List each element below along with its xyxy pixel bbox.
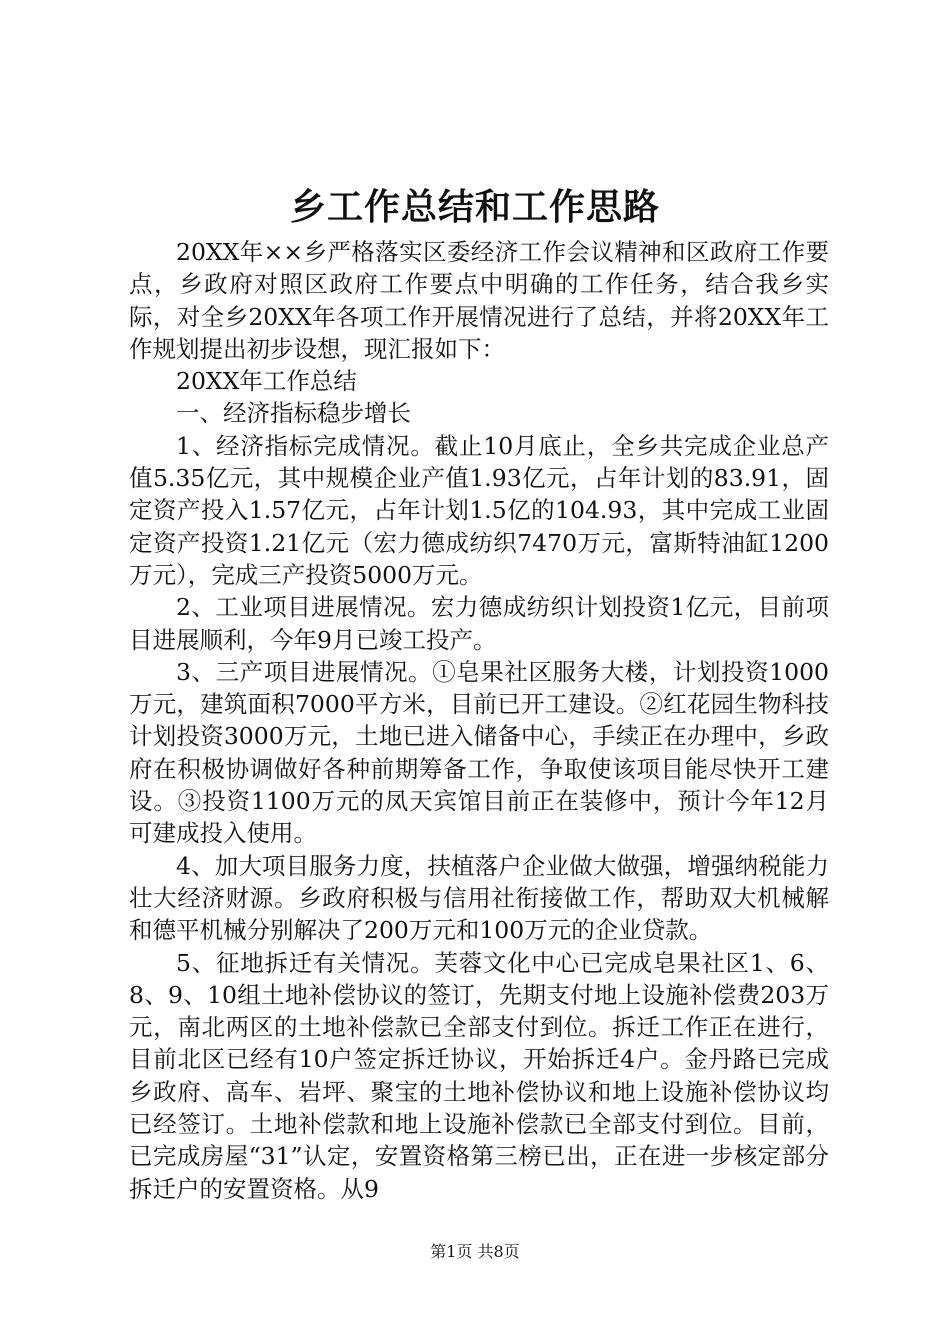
document-body <box>129 236 829 1205</box>
paragraph-item-1: 1、经济指标完成情况。截止10月底止，全乡共完成企业总产值5.35亿元，其中规模企业产值1.93亿元，占年计划的83.91，固定资产投入1.57亿元，占年计划1.5亿的104.93，其中完成工业固定资产投资1.21亿元（宏力德成纺织7470万元，富斯特油缸1200万元），完成三产投资5000万元。 <box>129 431 829 589</box>
document-title: 乡工作总结和工作思路 <box>289 187 660 228</box>
paragraph-intro: 20XX年××乡严格落实区委经济工作会议精神和区政府工作要点，乡政府对照区政府工作要点中明确的工作任务，结合我乡实际，对全乡20XX年各项工作开展情况进行了总结，并将20XX年工作规划提出初步设想，现汇报如下： <box>129 238 829 363</box>
section-heading-economy: 一、经济指标稳步增长 <box>176 399 411 428</box>
paragraph-item-5: 5、征地拆迁有关情况。芙蓉文化中心已完成皂果社区1、6、8、9、10组土地补偿协议的签订，先期支付地上设施补偿费203万元，南北两区的土地补偿款已全部支付到位。拆迁工作正在进行，目前北区已经有10户签定拆迁协议，开始拆迁4户。金丹路已完成乡政府、高车、岩坪、聚宝的土地补偿协议和地上设施补偿协议均已经签订。土地补偿款和地上设施补偿款已全部支付到位。目前，已完成房屋“31”认定，安置资格第三榜已出，正在进一步核定部分拆迁户的安置资格。从9 <box>129 948 829 1203</box>
paragraph-item-3: 3、三产项目进展情况。①皂果社区服务大楼，计划投资1000万元，建筑面积7000平方米，目前已开工建设。②红花园生物科技计划投资3000万元，土地已进入储备中心，手续正在办理中，乡政府在积极协调做好各种前期筹备工作，争取使该项目能尽快开工建设。③投资1100万元的凤天宾馆目前正在装修中，预计今年12月可建成投入使用。 <box>129 657 829 848</box>
paragraph-item-2: 2、工业项目进展情况。宏力德成纺织计划投资1亿元，目前项目进展顺利，今年9月已竣工投产。 <box>129 593 829 654</box>
paragraph-item-4: 4、加大项目服务力度，扶植落户企业做大做强，增强纳税能力壮大经济财源。乡政府积极与信用社衔接做工作，帮助双大机械解和德平机械分别解决了200万元和100万元的企业贷款。 <box>129 851 829 945</box>
section-heading-summary: 20XX年工作总结 <box>176 367 357 396</box>
page-footer: 第1页 共8页 <box>430 1242 520 1261</box>
